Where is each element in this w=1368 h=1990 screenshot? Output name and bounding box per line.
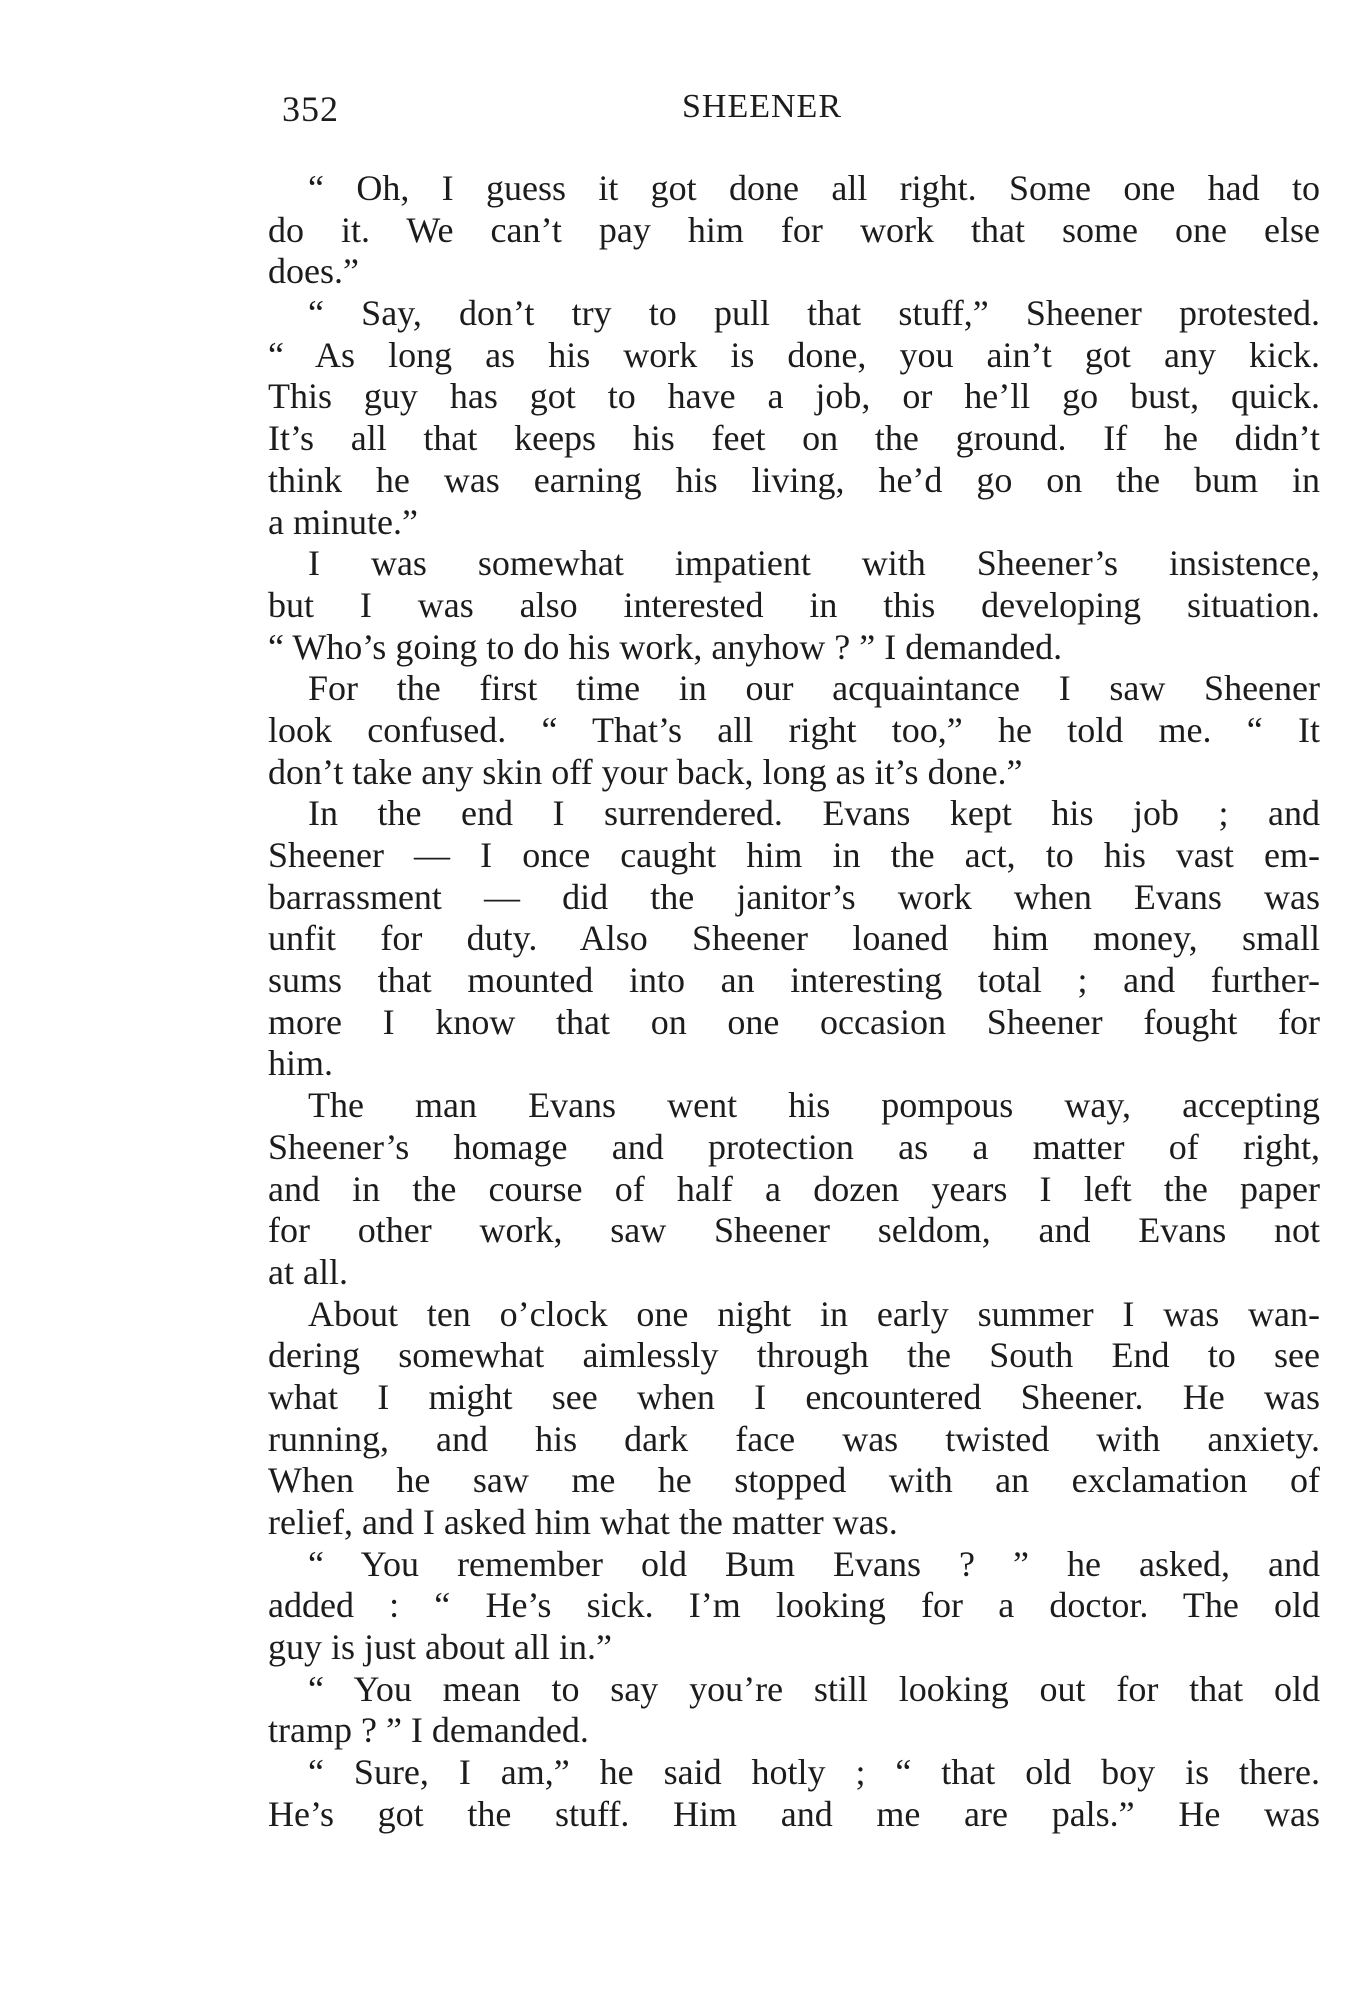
text-line: “ Who’s going to do his work, anyhow ? ” I demanded. [268,626,1063,667]
text-line: running, and his dark face was twisted with anxiety. [268,1418,1320,1459]
text-line: “ Oh, I guess it got done all right. Some one had to [308,168,1320,208]
text-line: When he saw me he stopped with an exclamation of [268,1460,1320,1501]
text-line: Sheener’s homage and protection as a matter of right, [268,1126,1320,1167]
text-line: “ As long as his work is done, you ain’t got any kick. [268,334,1320,375]
text-line: dering somewhat aimlessly through the South End to see [268,1335,1320,1376]
text-line: look confused. “ That’s all right too,” he told me. “ It [268,709,1320,750]
text-line: “ You mean to say you’re still looking out for that old [308,1668,1320,1709]
text-line: The man Evans went his pompous way, accepting [308,1085,1320,1126]
text-line: I was somewhat impatient with Sheener’s insistence, [308,543,1320,584]
text-line: him. [268,1043,334,1084]
text-line: Sheener — I once caught him in the act, to his vast em- [268,835,1320,875]
text-line: does.” [268,251,359,292]
text-line: “ Say, don’t try to pull that stuff,” Sheener protested. [308,293,1320,334]
text-line: It’s all that keeps his feet on the ground. If he didn’t [268,418,1320,459]
text-line: unfit for duty. Also Sheener loaned him money, small [268,918,1320,959]
text-line: a minute.” [268,501,418,542]
text-line: tramp ? ” I demanded. [268,1710,589,1751]
text-line: but I was also interested in this developing situation. [268,584,1320,625]
text-line: sums that mounted into an interesting total ; and further- [268,960,1320,1001]
text-line: relief, and I asked him what the matter was. [268,1502,898,1542]
text-line: and in the course of half a dozen years I left the paper [268,1168,1320,1209]
text-line: “ Sure, I am,” he said hotly ; “ that old boy is there. [308,1752,1320,1793]
text-line: what I might see when I encountered Sheener. He was [268,1376,1320,1417]
text-line: This guy has got to have a job, or he’ll go bust, quick. [268,376,1320,417]
text-line: at all. [268,1251,348,1292]
page-header [282,88,1322,148]
text-line: think he was earning his living, he’d go on the bum in [268,459,1320,500]
text-line: for other work, saw Sheener seldom, and Evans not [268,1210,1320,1251]
text-line: more I know that on one occasion Sheener fought for [268,1001,1320,1042]
page-number: 352 [282,89,339,129]
body-text [268,168,1320,1836]
text-line: He’s got the stuff. Him and me are pals.” He was [268,1793,1320,1834]
text-line: guy is just about all in.” [268,1627,612,1668]
running-head: SHEENER [682,88,842,125]
text-line: About ten o’clock one night in early summer I was wan- [308,1293,1320,1334]
text-line: “ You remember old Bum Evans ? ” he asked, and [308,1543,1320,1584]
text-line: In the end I surrendered. Evans kept his job ; and [308,793,1320,834]
text-line: barrassment — did the janitor’s work when Evans was [268,876,1320,917]
text-line: do it. We can’t pay him for work that some one else [268,209,1320,250]
text-line: For the first time in our acquaintance I saw Sheener [308,668,1320,709]
text-line: don’t take any skin off your back, long as it’s done.” [268,751,1023,792]
text-line: added : “ He’s sick. I’m looking for a doctor. The old [268,1585,1320,1626]
